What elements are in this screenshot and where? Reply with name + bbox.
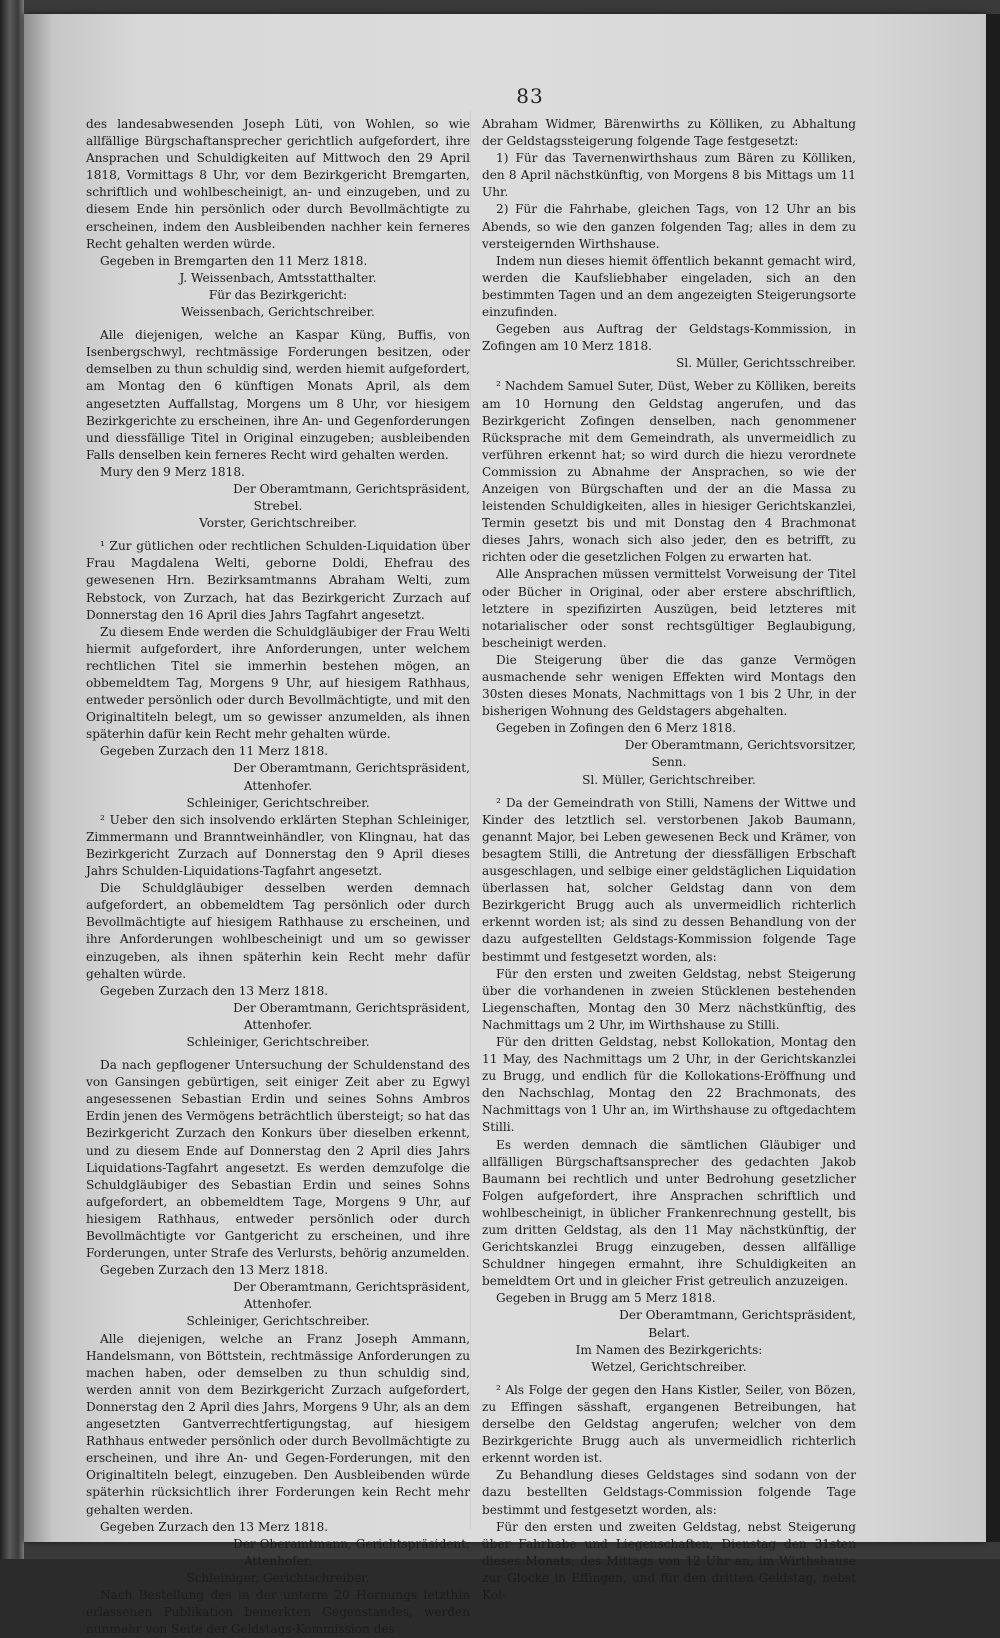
notice-paragraph: Zu diesem Ende werden die Schuldgläubiger der Frau Welti hiermit aufgefordert, ihre Anforderungen, unter welchem rechtlichen Titel sie immerhin bestehen mögen, an obbemeldtem Tag, Morgens 9 Uhr, auf hiesigem Rathhaus, entweder persönlich oder durch Bevollmächtigte, und mit den Originaltiteln belegt, um so gewisser anzumelden, als ihnen späterhin dafür kein Recht mehr gehalten würde. (86, 624, 470, 742)
notice-paragraph: Sl. Müller, Gerichtsschreiber. (676, 356, 856, 371)
notice-paragraph: Wetzel, Gerichtschreiber. (591, 1359, 747, 1374)
notice-paragraph: Zu Behandlung dieses Geldstages sind sodann von der dazu bestellten Geldstags-Commission folgende Tage bestimmt und festgesetzt worden, als: (482, 1468, 856, 1517)
notice-paragraph: Abraham Widmer, Bärenwirths zu Kölliken, zu Abhaltung der Geldstagssteigerung folgende Tage festgesetzt: (482, 117, 856, 149)
notice-paragraph: Schleiniger, Gerichtschreiber. (186, 1034, 370, 1049)
notice-paragraph: Sl. Müller, Gerichtschreiber. (582, 772, 756, 787)
notice-paragraph: Vorster, Gerichtschreiber. (199, 516, 357, 531)
notice-paragraph: Die Schuldgläubiger desselben werden demnach aufgefordert, an obbemeldtem Tag persönlich oder durch Bevollmächtigte auf hiesigem Rathhause zu erscheinen, und ihre Anforderungen wohlbescheinigt und um so gewisser einzugeben, als ihnen späterhin kein Recht mehr dafür gehalten würde. (86, 881, 470, 981)
notice-paragraph: 2) Für die Fahrhabe, gleichen Tags, von 12 Uhr an bis Abends, so wie den ganzen folgenden Tag; alles in dem zu versteigernden Wirthshause. (482, 202, 856, 251)
notice-paragraph: Der Oberamtmann, Gerichtspräsident, (233, 481, 470, 496)
notice-paragraph: Der Oberamtmann, Gerichtspräsident, (233, 1280, 470, 1295)
notice-paragraph: Indem nun dieses hiemit öffentlich bekannt gemacht wird, werden die Kaufsliebhaber eingeladen, sich an den bestimmten Tagen und an dem angezeigten Steigerungsorte einzufinden. (482, 253, 856, 320)
notice-paragraph: Der Oberamtmann, Gerichtspräsident, (233, 1536, 470, 1551)
page-edge-shadow (986, 14, 1000, 1542)
notice-paragraph: 1) Für das Tavernenwirthshaus zum Bären zu Kölliken, den 8 April nächstkünftig, von Morgens 8 bis Mittags um 11 Uhr. (482, 151, 856, 200)
notice-paragraph: Weissenbach, Gerichtschreiber. (181, 305, 375, 320)
notice-paragraph: Alle Ansprachen müssen vermittelst Vorweisung der Titel oder Bücher in Original, oder aber erstere abschriftlich, letztere in spezifizirten Auszügen, beid letzteres mit notarialischer oder sonst rechtsgültiger Beglaubigung, bescheinigt werden. (482, 567, 856, 650)
notice-paragraph: des landesabwesenden Joseph Lüti, von Wohlen, so wie allfällige Bürgschaftansprecher gerichtlich aufgefordert, ihre Ansprachen und Schuldigkeiten auf Mittwoch den 29 April 1818, Vormittags 8 Uhr, vor dem Bezirkgericht Bremgarten, schriftlich und wohlbescheinigt, an- und einzugeben, und zu diesem Ende hin persönlich oder durch Bevollmächtigte zu erscheinen, indem den Ausbleibenden nachher kein ferneres Recht gehalten werden würde. (86, 117, 470, 251)
notice-paragraph: ² Als Folge der gegen den Hans Kistler, Seiler, von Bözen, zu Effingen sässhaft, ergangenen Betreibungen, hat derselbe den Geldstag angerufen; welcher von dem Bezirkgerichte Brugg auch als unvermeidlich richterlich erkennt worden ist. (482, 1382, 856, 1466)
notice-paragraph: Gegeben in Brugg am 5 Merz 1818. (496, 1291, 716, 1306)
notice-paragraph: Die Steigerung über die das ganze Vermögen ausmachende sehr wenigen Effekten wird Montags den 30sten dieses Monats, Nachmittags von 1 bis 2 Uhr, in der bisherigen Wohnung des Geldstagers abgehalten. (482, 652, 856, 719)
notice-paragraph: Attenhofer. (243, 1017, 313, 1032)
notice-paragraph: Der Oberamtmann, Gerichtspräsident, (233, 1000, 470, 1015)
notice-paragraph: Gegeben in Zofingen den 6 Merz 1818. (496, 721, 737, 736)
notice-paragraph: Im Namen des Bezirkgerichts: (575, 1342, 763, 1357)
notice-paragraph: Da nach gepflogener Untersuchung der Schuldenstand des von Gansingen gebürtigen, seit einiger Zeit aber zu Egwyl angesessenen Sebastian Erdin und seines Sohns Ambros Erdin jenen des Vermögens beträchtlich übersteigt; so hat das Bezirkgericht Zurzach den Konkurs über dieselben erkennt, und zu diesem Ende auf Donnerstag den 2 April dies Jahrs Liquidations-Tagfahrt angesetzt. Es werden demzufolge die Schuldgläubiger des Sebastian Erdin und seines Sohns aufgefordert, an obbemeldtem Tage, Morgens 9 Uhr, auf hiesigem Rathhaus, entweder persönlich oder durch Bevollmächtigte vor Gantgericht zu erscheinen, und ihre Forderungen, unter Strafe des Verlursts, behörig anzumelden. (86, 1058, 470, 1261)
notice-paragraph: Für den ersten und zweiten Geldstag, nebst Steigerung über die vorhandenen in zweien Stücklenen bestehenden Liegenschaften, Montag den 30 Merz nächstkünftig, des Nachmittags um 2 Uhr, im Wirthshause zu Stilli. (482, 966, 856, 1032)
notice-paragraph: ² Da der Gemeindrath von Stilli, Namens der Wittwe und Kinder des letztlich sel. verstorbenen Jakob Baumann, genannt Major, bei Leben gewesenen Beck und Krämer, von besagtem Stilli, die Antretung der diessfälligen Erbschaft ausgeschlagen, und selbige einer geldstäglichen Liquidation überlassen hat, solcher Geldstag dann von dem Bezirkgericht Brugg auch als unvermeidlich richterlich erkennt worden ist; als sind zu dessen Behandlung von der dazu aufgestellten Geldstags-Kommission folgende Tage bestimmt und festgesetzt worden, als: (482, 795, 856, 964)
column-gutter (470, 110, 471, 1530)
notice-paragraph: Alle diejenigen, welche an Kaspar Küng, Buffis, von Isenbergschwyl, rechtmässige Forderungen besitzen, oder demselben zu thun schuldig sind, werden hiemit aufgefordert, am Montag den 6 künftigen Monats April, als dem angesetzten Auffallstag, Morgens um 8 Uhr, vor hiesigem Bezirkgerichte zu erscheinen, ihre An- und Gegenforderungen und diessfällige Titel in Original einzugeben; ausbleibenden Falls denselben kein ferneres Recht wird gehalten werden. (86, 328, 470, 462)
book-binding (0, 0, 24, 1559)
notice-paragraph: Der Oberamtmann, Gerichtspräsident, (619, 1308, 856, 1323)
left-column (86, 116, 470, 1637)
notice-paragraph: ² Nachdem Samuel Suter, Düst, Weber zu Kölliken, bereits am 10 Hornung den Geldstag angerufen, und das Bezirkgericht Zofingen denselben, nach genommener Rücksprache mit dem Gemeindrath, als unvermeidlich zu verführen erkennt hat; so wird durch die hiezu verordnete Commission zu Abnahme der Ansprachen, so wie der Anzeigen von Bürgschaften und der an die Massa zu leistenden Schuldigkeiten, alles in hiesiger Gerichtskanzlei, Termin gesetzt bis und mit Donstag den 4 Brachmonat dieses Jahrs, wonach sich also jeder, den es betrifft, zu richten oder die gesetzlichen Folgen zu erwarten hat. (482, 379, 856, 565)
notice-paragraph: Gegeben Zurzach den 13 Merz 1818. (100, 1263, 329, 1278)
notice-paragraph: Alle diejenigen, welche an Franz Joseph Ammann, Handelsmann, von Böttstein, rechtmässige Anforderungen zu machen haben, oder demselben zu thun schuldig sind, werden annit von dem Bezirkgericht Zurzach aufgefordert, Donnerstag den 2 April dies Jahrs, Morgens 9 Uhr, als an dem angesetzten Gantverrechtfertigungstag, auf hiesigem Rathhaus entweder persönlich oder durch Bevollmächtigte zu erscheinen, und ihre An- und Gegen-Forderungen, mit den Originaltiteln belegt, einzugeben. Den Ausbleibenden würde späterhin rücksichtlich ihrer Forderungen kein Recht mehr gehalten werden. (86, 1331, 470, 1517)
notice-paragraph: Senn. (651, 755, 687, 770)
page-number: 83 (516, 84, 544, 108)
notice-paragraph: Attenhofer. (243, 1297, 313, 1312)
notice-paragraph: Strebel. (253, 499, 303, 514)
notice-paragraph: Belart. (648, 1325, 690, 1340)
notice-paragraph: Nach Bestellung des in der unterm 20 Hornungs letzthin erlassenen Publikation bemerkten Gegenstandes, werden nunmehr von Seite der Geldstags-Kommission des (86, 1587, 470, 1637)
notice-paragraph: ¹ Zur gütlichen oder rechtlichen Schulden-Liquidation über Frau Magdalena Welti, geborne Doldi, Ehefrau des gewesenen Hrn. Bezirksamtmanns Abraham Welti, zum Rebstock, von Zurzach, hat das Bezirkgericht Zurzach auf Donnerstag den 16 April dies Jahrs Tagfahrt angesetzt. (86, 539, 470, 622)
notice-paragraph: Schleiniger, Gerichtschreiber. (186, 1314, 370, 1329)
notice-paragraph: Gegeben Zurzach den 11 Merz 1818. (100, 744, 329, 759)
notice-paragraph: Gegeben in Bremgarten den 11 Merz 1818. (100, 253, 368, 268)
notice-paragraph: Schleiniger, Gerichtschreiber. (186, 1570, 370, 1585)
notice-paragraph: Mury den 9 Merz 1818. (100, 464, 245, 479)
notice-paragraph: ² Ueber den sich insolvendo erklärten Stephan Schleiniger, Zimmermann und Branntweinhändler, von Klingnau, hat das Bezirkgericht Zurzach auf Donnerstag den 9 April dieses Jahrs Schulden-Liquidations-Tagfahrt angesetzt. (86, 812, 470, 879)
notice-paragraph: Schleiniger, Gerichtschreiber. (186, 795, 370, 810)
notice-paragraph: Gegeben aus Auftrag der Geldstags-Kommission, in Zofingen am 10 Merz 1818. (482, 322, 856, 354)
notice-paragraph: Für das Bezirkgericht: (208, 287, 348, 302)
notice-paragraph: J. Weissenbach, Amtsstatthalter. (179, 270, 377, 285)
right-column (482, 116, 856, 1602)
notice-paragraph: Für den ersten und zweiten Geldstag, nebst Steigerung über Fahrhabe und Liegenschaften, Dienstag den 31sten dieses Monats, des Mittags von 12 Uhr an, im Wirthshause zur Glocke in Effingen, und für den dritten Geldstag, nebst Kol- (482, 1519, 856, 1602)
notice-paragraph: Der Oberamtmann, Gerichtspräsident, (233, 761, 470, 776)
notice-paragraph: Es werden demnach die sämtlichen Gläubiger und allfälligen Bürgschaftsansprecher des gedachten Jakob Baumann bei rechtlich und unter Bedrohung gesetzlicher Folgen aufgefordert, ihre Ansprachen schriftlich und wohlbescheinigt, in üblicher Frankenrechnung gestellt, bis zum dritten Geldstag, als den 11 May nächstkünftig, der Gerichtskanzlei Brugg einzugeben, dessen allfällige Schuldner hingegen ermahnt, ihre Schuldigkeiten an bemeldtem Ort und in gleicher Frist getreulich anzuzeigen. (482, 1137, 856, 1289)
notice-paragraph: Gegeben Zurzach den 13 Merz 1818. (100, 983, 329, 998)
notice-paragraph: Attenhofer. (243, 778, 313, 793)
notice-paragraph: Gegeben Zurzach den 13 Merz 1818. (100, 1519, 329, 1534)
notice-paragraph: Der Oberamtmann, Gerichtsvorsitzer, (624, 738, 856, 753)
notice-paragraph: Attenhofer. (243, 1553, 313, 1568)
notice-paragraph: Für den dritten Geldstag, nebst Kollokation, Montag den 11 May, des Nachmittags um 2 Uhr, in der Gerichtskanzlei zu Brugg, und endlich für die Kollokations-Eröffnung und den Nachschlag, Montag den 22 Brachmonats, des Nachmittags von 1 Uhr an, im Wirthshause zu oftgedachtem Stilli. (482, 1034, 856, 1135)
